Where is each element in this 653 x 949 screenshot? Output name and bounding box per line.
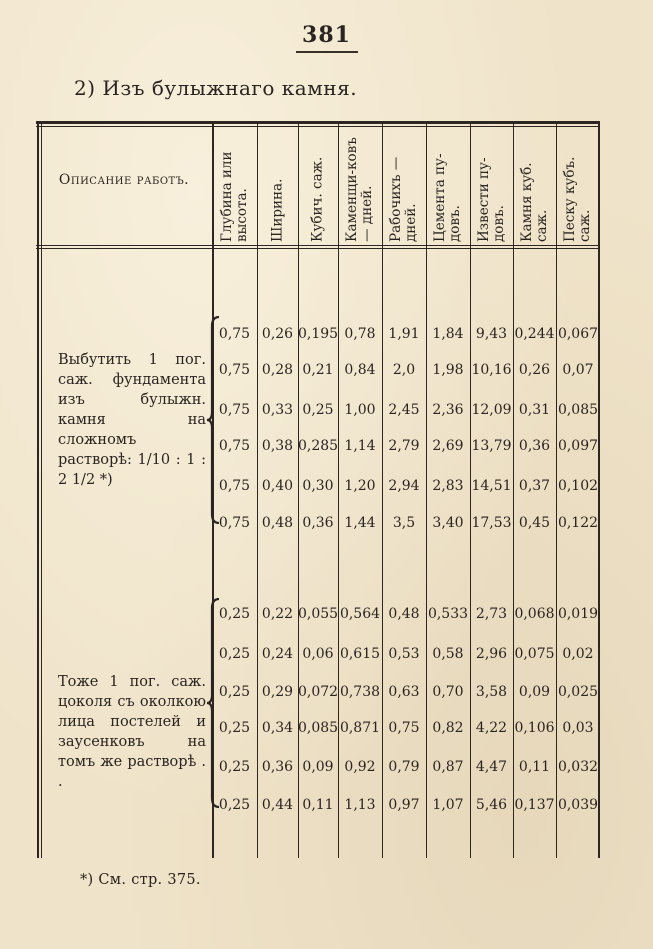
table-cell: 0,244 xyxy=(514,326,555,342)
table-cell: 12,09 xyxy=(471,402,512,418)
column-header xyxy=(298,130,338,242)
table-cell: 0,122 xyxy=(557,515,599,531)
table-cell: 0,38 xyxy=(261,438,294,454)
table-cell: 0,36 xyxy=(518,438,551,454)
column-header xyxy=(338,130,382,242)
table-top-rule-thin xyxy=(36,126,600,127)
column-header-label: Каменщи-ковъ — дней. xyxy=(344,137,375,242)
column-header-label: Камня куб. саж. xyxy=(518,162,550,242)
page-number: 381 xyxy=(302,22,351,48)
table-cell: 0,25 xyxy=(218,646,251,662)
work-description: Выбутить 1 пог. саж. фундамента изъ булыжн. камня на сложномъ растворѣ: 1/10 : 1 : 2 1/2 *) xyxy=(58,352,206,488)
table-cell: 0,75 xyxy=(218,438,251,454)
column-header xyxy=(513,130,556,242)
table-cell: 0,92 xyxy=(344,759,376,775)
table-cell: 1,98 xyxy=(432,362,464,378)
header-bottom-rule xyxy=(36,245,600,246)
table-cell: 3,5 xyxy=(392,515,416,531)
table-cell: 0,75 xyxy=(218,326,251,342)
table-cell: 1,07 xyxy=(432,797,464,813)
table-cell: 5,46 xyxy=(475,797,508,813)
table-cell: 0,137 xyxy=(514,797,555,813)
table-cell: 0,25 xyxy=(218,684,251,700)
table-cell: 0,48 xyxy=(388,606,420,622)
table-cell: 2,96 xyxy=(475,646,508,662)
section-title: 2) Изъ булыжнаго камня. xyxy=(74,76,358,100)
column-header-label: Цемента пу-довъ. xyxy=(432,153,463,242)
table-cell: 0,33 xyxy=(261,402,294,418)
column-header-label: Кубич. саж. xyxy=(309,156,326,242)
table-cell: 0,072 xyxy=(298,684,339,700)
table-cell: 0,02 xyxy=(562,646,594,662)
table-cell: 0,03 xyxy=(562,720,594,736)
table-cell: 0,29 xyxy=(261,684,294,700)
curly-brace-icon xyxy=(207,598,221,808)
table-cell: 0,738 xyxy=(339,684,381,700)
table-left-border xyxy=(37,123,39,858)
table-cell: 0,102 xyxy=(557,478,599,494)
table-cell: 0,11 xyxy=(518,759,551,775)
column-header xyxy=(257,130,298,242)
table-cell: 0,48 xyxy=(261,515,294,531)
table-cell: 0,40 xyxy=(261,478,294,494)
table-cell: 0,285 xyxy=(298,438,339,454)
table-cell: 2,79 xyxy=(388,438,420,454)
table-cell: 1,14 xyxy=(344,438,376,454)
table-cell: 1,13 xyxy=(344,797,376,813)
table-cell: 0,564 xyxy=(339,606,381,622)
table-cell: 0,25 xyxy=(302,402,334,418)
table-cell: 0,26 xyxy=(518,362,551,378)
table-cell: 0,106 xyxy=(514,720,555,736)
table-cell: 0,30 xyxy=(302,478,334,494)
table-cell: 0,068 xyxy=(514,606,555,622)
table-cell: 0,79 xyxy=(388,759,420,775)
table-cell: 0,97 xyxy=(388,797,420,813)
column-header xyxy=(212,130,257,242)
table-cell: 0,63 xyxy=(388,684,420,700)
table-cell: 0,53 xyxy=(388,646,420,662)
table-cell: 14,51 xyxy=(471,478,512,494)
table-cell: 0,44 xyxy=(261,797,294,813)
column-header xyxy=(556,130,600,242)
table-cell: 4,22 xyxy=(475,720,508,736)
table-cell: 17,53 xyxy=(471,515,512,531)
table-cell: 0,039 xyxy=(557,797,599,813)
page-number-underline xyxy=(296,51,358,53)
table-cell: 2,73 xyxy=(475,606,508,622)
table-cell: 0,75 xyxy=(388,720,420,736)
table-cell: 0,055 xyxy=(298,606,339,622)
table-cell: 1,84 xyxy=(432,326,464,342)
table-left-border xyxy=(41,123,42,858)
table-cell: 0,31 xyxy=(518,402,551,418)
table-cell: 0,87 xyxy=(432,759,464,775)
table-cell: 0,37 xyxy=(518,478,551,494)
table-cell: 2,0 xyxy=(392,362,416,378)
table-cell: 0,75 xyxy=(218,402,251,418)
footnote: *) См. стр. 375. xyxy=(80,872,201,888)
table-cell: 2,36 xyxy=(432,402,464,418)
table-cell: 1,44 xyxy=(344,515,376,531)
table-cell: 0,58 xyxy=(432,646,464,662)
table-cell: 0,75 xyxy=(218,515,251,531)
table-cell: 2,94 xyxy=(388,478,420,494)
table-cell: 0,82 xyxy=(432,720,464,736)
table-cell: 3,58 xyxy=(475,684,508,700)
table-cell: 0,085 xyxy=(557,402,599,418)
table-cell: 0,75 xyxy=(218,478,251,494)
column-header-label: Глубина или высота. xyxy=(218,151,250,242)
column-header-label: Ширина. xyxy=(269,178,285,242)
table-cell: 0,25 xyxy=(218,606,251,622)
table-cell: 0,09 xyxy=(302,759,334,775)
table-top-rule xyxy=(36,121,600,124)
table-cell: 0,84 xyxy=(344,362,376,378)
description-column-header: Описание работъ. xyxy=(58,172,190,188)
table-cell: 0,032 xyxy=(557,759,599,775)
table-cell: 0,34 xyxy=(261,720,294,736)
table-cell: 3,40 xyxy=(432,515,464,531)
table-cell: 0,36 xyxy=(261,759,294,775)
table-cell: 0,019 xyxy=(557,606,599,622)
header-bottom-rule-thin xyxy=(36,248,600,249)
column-header-label: Извести пу-довъ. xyxy=(475,157,507,242)
table-cell: 0,36 xyxy=(302,515,334,531)
table-cell: 0,24 xyxy=(261,646,294,662)
column-header-label: Песку кубъ. саж. xyxy=(562,156,593,242)
table-cell: 1,20 xyxy=(344,478,376,494)
table-cell: 0,22 xyxy=(261,606,294,622)
table-cell: 0,78 xyxy=(344,326,376,342)
table-cell: 0,075 xyxy=(514,646,555,662)
column-header xyxy=(470,130,513,242)
table-cell: 1,91 xyxy=(388,326,420,342)
table-cell: 0,07 xyxy=(562,362,594,378)
table-cell: 0,25 xyxy=(218,720,251,736)
column-header-label: Рабочихъ — дней. xyxy=(388,156,419,242)
table-cell: 9,43 xyxy=(475,326,508,342)
table-cell: 10,16 xyxy=(471,362,512,378)
table-cell: 2,83 xyxy=(432,478,464,494)
table-cell: 13,79 xyxy=(471,438,512,454)
table-cell: 0,45 xyxy=(518,515,551,531)
table-cell: 2,69 xyxy=(432,438,464,454)
table-cell: 0,871 xyxy=(339,720,381,736)
table-cell: 0,195 xyxy=(298,326,339,342)
table-cell: 0,097 xyxy=(557,438,599,454)
table-cell: 1,00 xyxy=(344,402,376,418)
column-header xyxy=(426,130,470,242)
table-cell: 0,533 xyxy=(427,606,469,622)
table-cell: 0,26 xyxy=(261,326,294,342)
table-cell: 0,11 xyxy=(302,797,334,813)
column-header xyxy=(382,130,426,242)
table-cell: 0,25 xyxy=(218,759,251,775)
table-cell: 0,615 xyxy=(339,646,381,662)
table-cell: 0,09 xyxy=(518,684,551,700)
table-cell: 0,067 xyxy=(557,326,599,342)
work-description: Тоже 1 пог. саж. цоколя съ околкою лица постелей и заусенковъ на томъ же растворѣ . . xyxy=(58,674,206,790)
table-cell: 0,28 xyxy=(261,362,294,378)
table-cell: 2,45 xyxy=(388,402,420,418)
table-cell: 0,025 xyxy=(557,684,599,700)
table-cell: 0,25 xyxy=(218,797,251,813)
table-cell: 0,75 xyxy=(218,362,251,378)
table-cell: 0,21 xyxy=(302,362,334,378)
table-cell: 0,06 xyxy=(302,646,334,662)
table-cell: 4,47 xyxy=(475,759,508,775)
table-cell: 0,085 xyxy=(298,720,339,736)
table-cell: 0,70 xyxy=(432,684,464,700)
